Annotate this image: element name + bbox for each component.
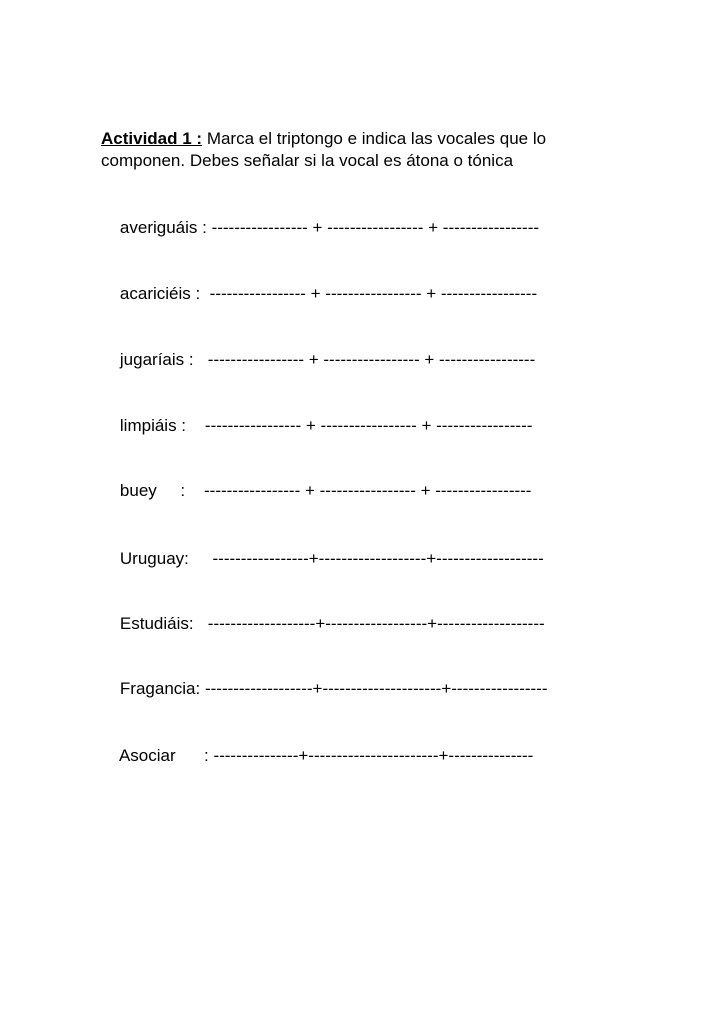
exercise-word: Estudiáis: — [119, 614, 194, 633]
exercise-line-acariciéis — [101, 264, 537, 324]
exercise-word: acariciéis : — [119, 284, 201, 303]
exercise-blanks: ----------------- + ----------------- + ----------------- — [186, 416, 533, 435]
exercise-line-averiguais — [101, 198, 539, 258]
instruction-text-line2: componen. Debes señalar si la vocal es átona o tónica — [101, 151, 514, 170]
exercise-word: buey : — [119, 481, 186, 500]
exercise-word: jugaríais : — [119, 350, 194, 369]
exercise-line-jugariais — [101, 330, 535, 390]
exercise-blanks: ----------------- + ----------------- + ----------------- — [185, 481, 532, 500]
exercise-blanks: ----------------- + ----------------- + ----------------- — [200, 284, 538, 303]
exercise-line-fragancia — [101, 659, 548, 719]
exercise-blanks: -------------------+---------------------+----------------- — [200, 679, 548, 698]
exercise-line-buey — [101, 461, 531, 521]
exercise-word: limpiáis : — [119, 416, 187, 435]
exercise-blanks: ----------------- + ----------------- + ----------------- — [206, 218, 540, 237]
exercise-blanks: -------------------+------------------+------------------- — [193, 614, 545, 633]
exercise-line-asociar — [101, 726, 533, 786]
activity-heading: Actividad 1 : — [101, 129, 203, 148]
exercise-line-uruguay — [101, 529, 544, 589]
exercise-word: Asociar — [118, 746, 176, 765]
exercise-line-limpiais — [101, 396, 532, 456]
exercise-blanks: : ---------------+-----------------------+--------------- — [175, 746, 534, 765]
exercise-blanks: -----------------+-------------------+------------------- — [188, 549, 544, 568]
exercise-line-estudiais — [101, 594, 545, 654]
exercise-blanks: ----------------- + ----------------- + ----------------- — [193, 350, 536, 369]
exercise-word: Fragancia: — [119, 679, 201, 698]
exercise-word: averiguáis : — [119, 218, 207, 237]
exercise-word: Uruguay: — [119, 549, 189, 568]
instruction-text-line1: Marca el triptongo e indica las vocales que lo — [202, 129, 547, 148]
activity-instructions — [101, 128, 621, 172]
